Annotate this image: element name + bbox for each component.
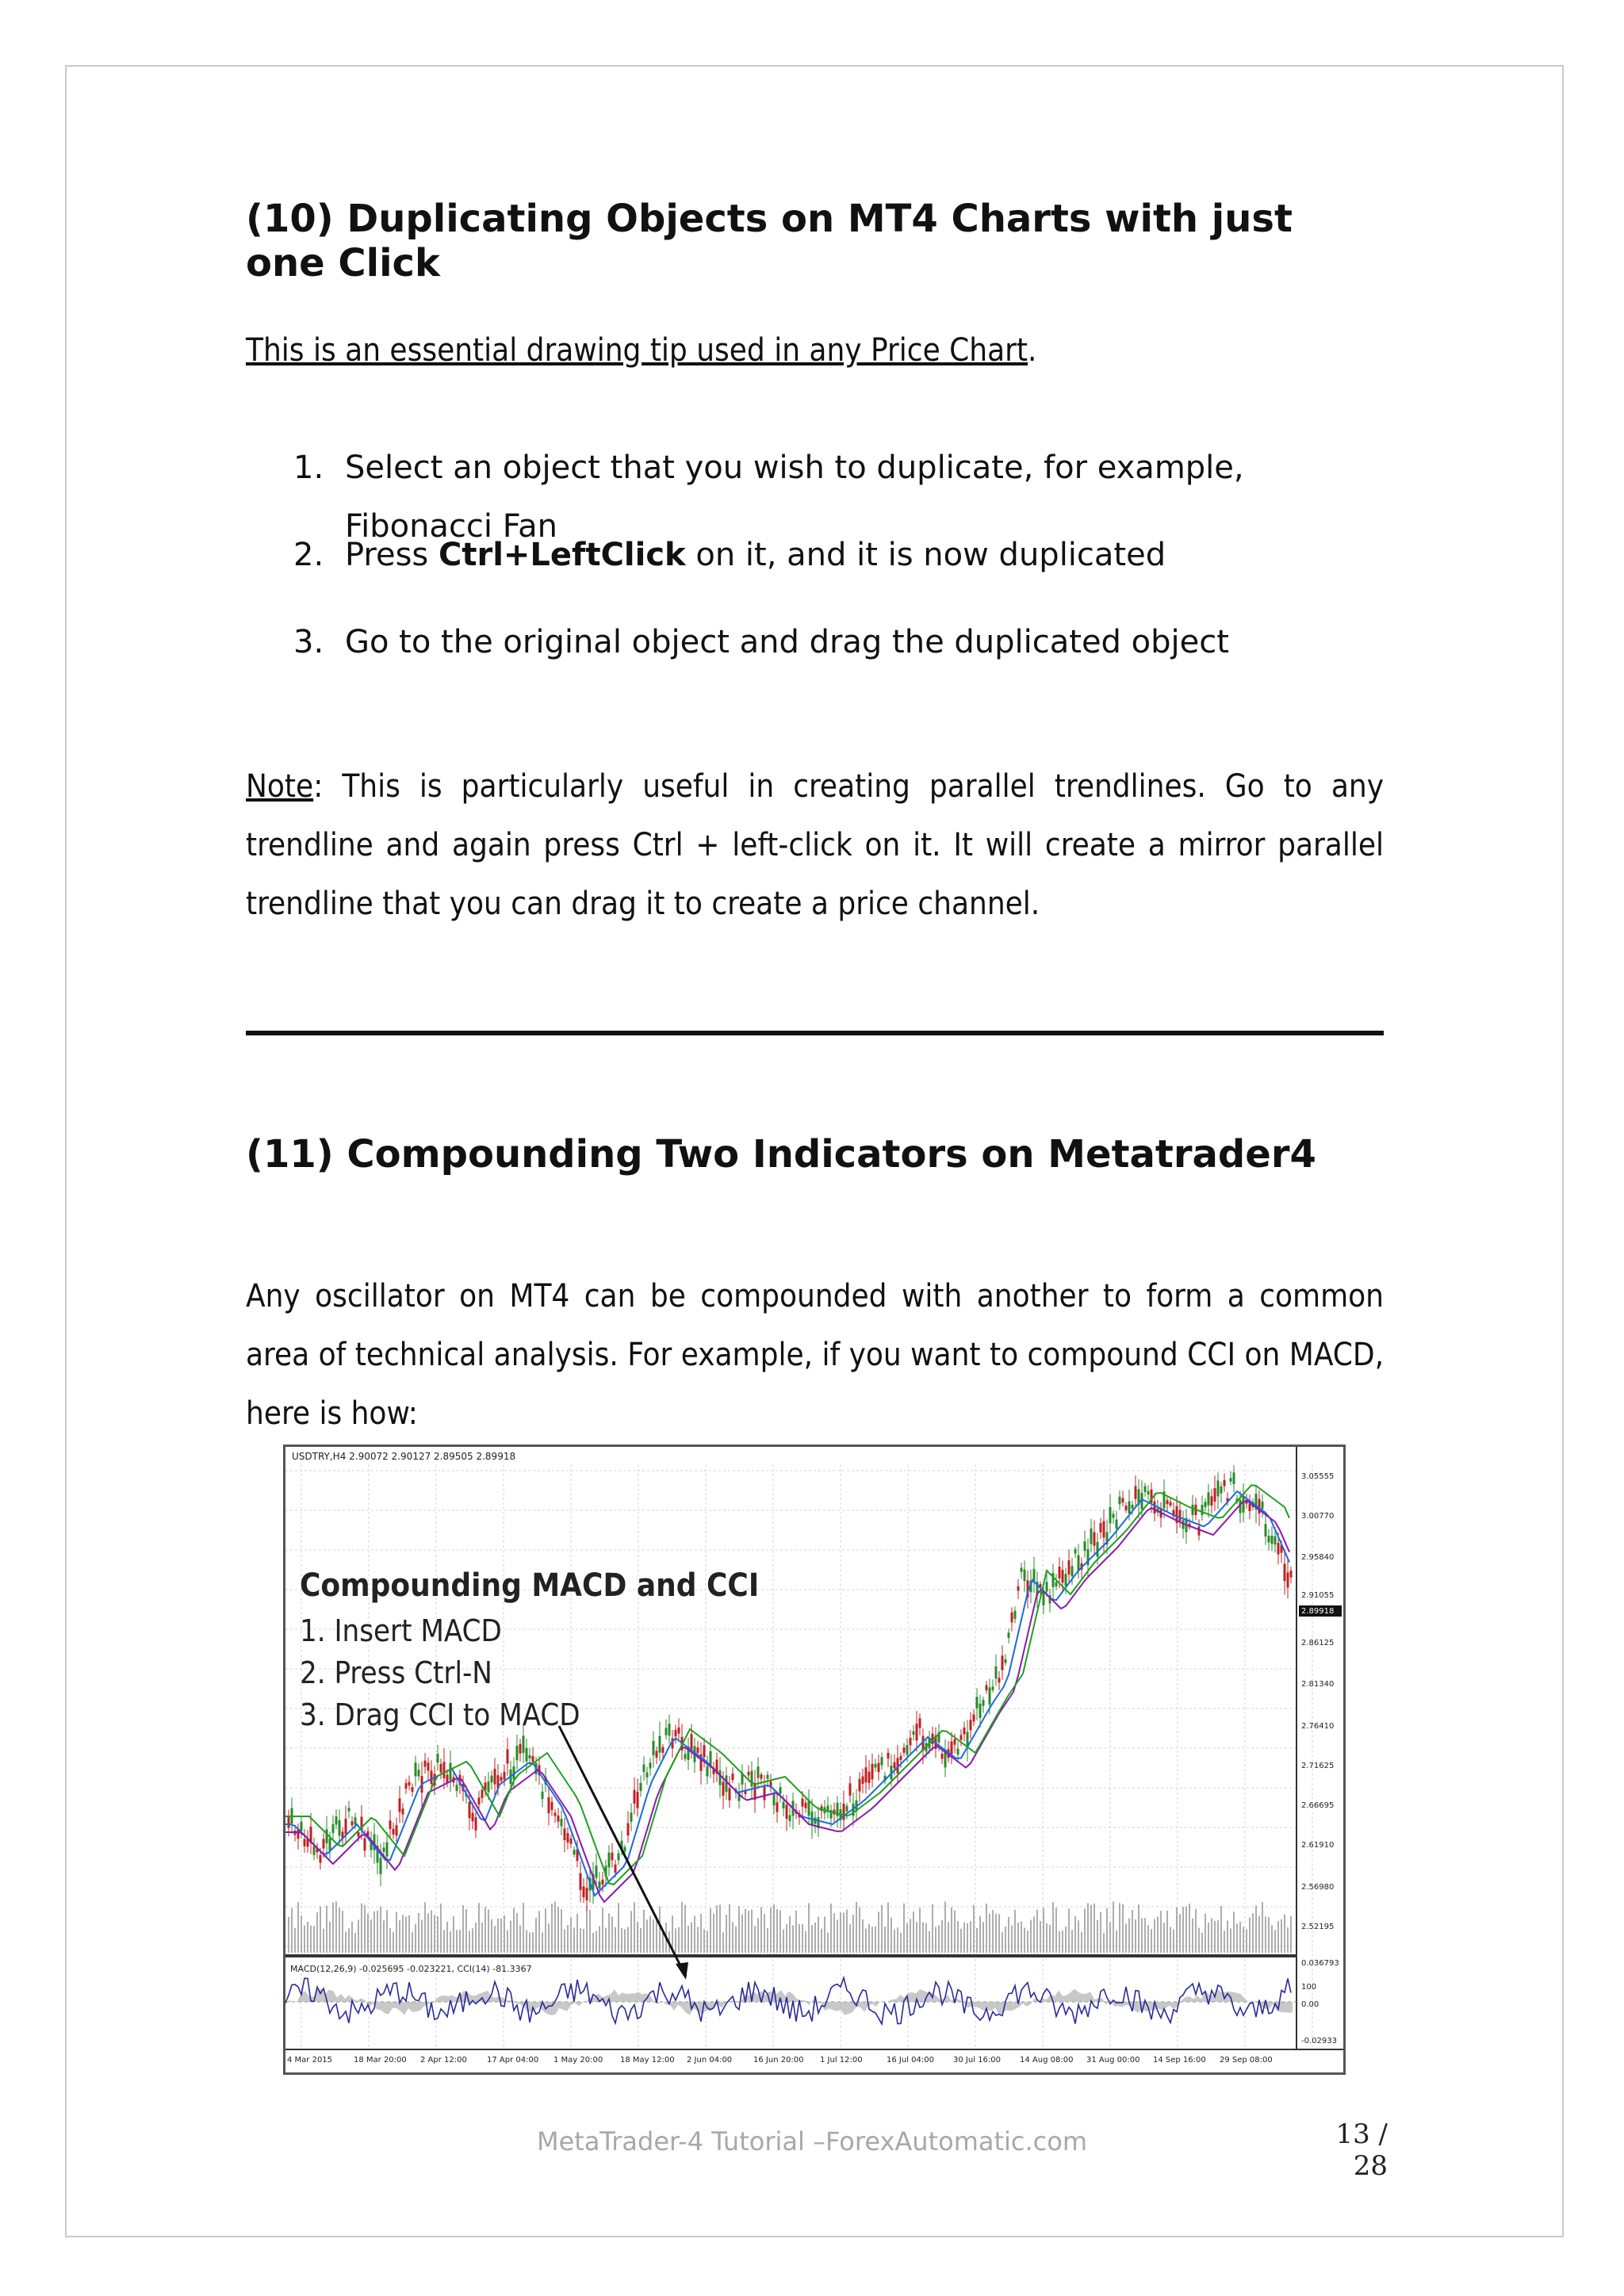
candle-body xyxy=(1074,1549,1077,1553)
candle-body xyxy=(1208,1492,1210,1505)
candle-body xyxy=(805,1803,807,1808)
candle-body xyxy=(351,1821,354,1825)
candle-body xyxy=(1132,1505,1134,1509)
candle-body xyxy=(450,1763,452,1781)
candle-body xyxy=(910,1738,912,1745)
candle-body xyxy=(615,1865,617,1873)
candle-body xyxy=(551,1802,553,1810)
candle-body xyxy=(691,1734,693,1750)
note-text: : This is particularly useful in creating parallel trendlines. Go to any trendline and again press Ctrl + left-click on it. It will create a mirror parallel trendline that you can drag it to create a price channel. xyxy=(246,768,1384,922)
candle-body xyxy=(611,1853,614,1861)
date-axis xyxy=(287,2056,1273,2064)
candle-body xyxy=(1290,1571,1293,1577)
candle-body xyxy=(329,1839,331,1851)
candle-body xyxy=(320,1855,322,1863)
candle-body xyxy=(986,1685,988,1690)
candle-body xyxy=(583,1887,585,1898)
candle-body xyxy=(478,1797,481,1804)
section-10 xyxy=(246,197,1384,285)
candle-body xyxy=(697,1747,699,1753)
section-11-body-text: Any oscillator on MT4 can be compounded with another to form a common area of technical analysis. For example, if you want to compound CCI on MACD, here is how: xyxy=(246,1278,1384,1432)
candle-body xyxy=(1166,1500,1169,1504)
candle-body xyxy=(678,1728,680,1734)
candle-body xyxy=(1021,1567,1023,1571)
candle-body xyxy=(1017,1586,1020,1591)
date-tick-label: 18 May 12:00 xyxy=(620,2056,675,2064)
candle-body xyxy=(773,1794,776,1805)
candle-body xyxy=(1084,1541,1086,1551)
section-10-intro xyxy=(246,321,1384,380)
candle-body xyxy=(1043,1591,1045,1605)
candle-body xyxy=(1122,1498,1124,1503)
candle-body xyxy=(323,1839,325,1849)
candle-body xyxy=(1002,1655,1004,1670)
mt4-chart-image xyxy=(283,1445,1346,2075)
candle-body xyxy=(1277,1543,1280,1554)
overlay-title: Compounding MACD and CCI xyxy=(300,1567,760,1604)
price-tick-label: 2.71625 xyxy=(1301,1762,1335,1770)
step-shortcut: Ctrl+LeftClick xyxy=(439,537,686,573)
candle-body xyxy=(960,1735,963,1739)
candle-body xyxy=(954,1739,956,1745)
candle-body xyxy=(1094,1532,1096,1545)
price-tick-label: 3.00770 xyxy=(1301,1512,1335,1521)
date-tick-label: 1 May 20:00 xyxy=(553,2056,603,2064)
candle-body xyxy=(684,1754,687,1758)
candle-body xyxy=(1220,1487,1223,1494)
candle-body xyxy=(1135,1486,1137,1498)
candle-body xyxy=(301,1822,303,1831)
candle-body xyxy=(431,1770,433,1784)
candle-body xyxy=(1192,1505,1194,1515)
candle-body xyxy=(760,1774,763,1779)
candle-body xyxy=(1230,1478,1232,1482)
candle-body xyxy=(653,1741,655,1755)
candle-body xyxy=(335,1816,338,1824)
candle-body xyxy=(389,1820,392,1829)
candle-body xyxy=(354,1817,357,1824)
candle-body xyxy=(532,1756,534,1762)
candle-body xyxy=(957,1749,959,1755)
price-tick-label: 2.56980 xyxy=(1301,1883,1335,1892)
candle-body xyxy=(424,1761,427,1767)
candle-body xyxy=(570,1839,573,1844)
candle-body xyxy=(722,1781,725,1796)
date-tick-label: 2 Apr 12:00 xyxy=(420,2056,467,2064)
candle-body xyxy=(1024,1570,1026,1581)
candle-body xyxy=(1090,1529,1093,1544)
candle-body xyxy=(1214,1488,1216,1502)
step-text-end: on it, and it is now duplicated xyxy=(685,537,1166,573)
candle-body xyxy=(789,1815,791,1821)
candle-body xyxy=(1008,1632,1010,1638)
candle-body xyxy=(1211,1496,1213,1506)
candle-body xyxy=(802,1799,804,1807)
candle-body xyxy=(757,1766,760,1777)
candle-body xyxy=(1059,1567,1061,1578)
candle-body xyxy=(646,1773,649,1777)
candle-body xyxy=(865,1767,868,1782)
candle-body xyxy=(364,1839,366,1851)
candle-body xyxy=(903,1747,906,1753)
price-tick-label: 2.86125 xyxy=(1301,1639,1335,1647)
candle-body xyxy=(779,1787,782,1793)
date-tick-label: 30 Jul 16:00 xyxy=(953,2056,1001,2064)
candle-body xyxy=(386,1842,389,1856)
candle-body xyxy=(1055,1582,1058,1586)
intro-underlined-text: This is an essential drawing tip used in any Price Chart xyxy=(246,332,1028,369)
date-tick-label: 4 Mar 2015 xyxy=(287,2056,333,2064)
candle-body xyxy=(849,1783,852,1796)
page-number: 13 / 28 xyxy=(1335,2118,1388,2182)
candle-body xyxy=(624,1847,626,1851)
candle-body xyxy=(472,1813,474,1822)
indicator-tick-label: 0.036793 xyxy=(1301,1959,1339,1968)
candle-body xyxy=(643,1765,645,1772)
step-text: Go to the original object and drag the duplicated object xyxy=(345,624,1229,660)
candle-body xyxy=(719,1770,722,1785)
candle-body xyxy=(675,1730,677,1736)
note-label: Note xyxy=(246,768,314,805)
candle-body xyxy=(707,1766,709,1777)
candle-body xyxy=(446,1775,449,1783)
candle-body xyxy=(859,1779,861,1792)
candle-body xyxy=(1144,1486,1147,1491)
candle-body xyxy=(982,1700,985,1705)
candle-body xyxy=(542,1792,544,1799)
indicator-header: MACD(12,26,9) -0.025695 -0.023221, CCI(14) -81.3367 xyxy=(290,1964,532,1974)
candle-body xyxy=(402,1808,404,1814)
candle-body xyxy=(992,1686,994,1690)
candle-body xyxy=(649,1762,652,1768)
indicator-tick-label: -0.02933 xyxy=(1301,2037,1337,2045)
indicator-tick-label: 100 xyxy=(1301,1983,1317,1992)
candle-body xyxy=(491,1776,493,1783)
candle-body xyxy=(396,1825,398,1835)
candle-body xyxy=(963,1728,966,1735)
candle-body xyxy=(881,1757,883,1765)
date-tick-label: 2 Jun 04:00 xyxy=(687,2056,733,2064)
date-tick-label: 14 Sep 16:00 xyxy=(1153,2056,1206,2064)
candle-body xyxy=(1125,1506,1128,1510)
candle-body xyxy=(913,1732,915,1735)
candle-body xyxy=(732,1774,734,1780)
candle-body xyxy=(554,1812,557,1816)
candle-body xyxy=(868,1772,871,1783)
candle-body xyxy=(808,1800,810,1816)
candle-body xyxy=(1005,1659,1007,1663)
candle-body xyxy=(656,1751,658,1758)
candle-body xyxy=(1201,1505,1204,1515)
candle-body xyxy=(567,1833,569,1843)
overlay-step-1: 1. Insert MACD xyxy=(300,1613,502,1648)
candle-body xyxy=(1100,1523,1102,1533)
date-tick-label: 1 Jul 12:00 xyxy=(820,2056,863,2064)
candle-body xyxy=(862,1777,864,1784)
candle-body xyxy=(393,1829,395,1835)
candle-body xyxy=(345,1819,347,1835)
section-11-body xyxy=(246,1267,1384,1443)
candle-body xyxy=(973,1714,975,1721)
candle-body xyxy=(348,1808,350,1811)
candle-body xyxy=(662,1747,665,1753)
price-tick-label: 2.61910 xyxy=(1301,1841,1335,1850)
candle-body xyxy=(529,1755,531,1758)
candle-body xyxy=(783,1802,785,1808)
candle-body xyxy=(561,1819,563,1826)
candle-body xyxy=(906,1745,909,1755)
candle-body xyxy=(703,1745,706,1757)
candle-body xyxy=(586,1888,588,1900)
candle-body xyxy=(989,1687,991,1705)
candle-body xyxy=(1249,1504,1251,1511)
candle-body xyxy=(564,1828,566,1840)
candle-body xyxy=(494,1769,496,1785)
candle-body xyxy=(1103,1521,1105,1538)
step-number: 2. xyxy=(293,537,324,573)
step-item xyxy=(246,526,1384,613)
candle-body xyxy=(488,1781,490,1792)
price-tick-label: 2.76410 xyxy=(1301,1722,1335,1731)
candle-body xyxy=(1128,1502,1131,1513)
candle-body xyxy=(602,1880,604,1885)
candle-body xyxy=(548,1797,550,1813)
candle-body xyxy=(339,1820,341,1836)
candle-body xyxy=(630,1812,633,1821)
candle-body xyxy=(1198,1527,1201,1536)
candle-body xyxy=(1170,1502,1172,1506)
candle-body xyxy=(976,1697,979,1709)
step-text: Select an object that you wish to duplicate, for example, Fibonacci Fan xyxy=(345,450,1244,545)
candle-body xyxy=(846,1806,848,1812)
candle-body xyxy=(919,1718,921,1728)
candle-body xyxy=(1233,1472,1235,1484)
price-tick-label: 2.66695 xyxy=(1301,1801,1335,1810)
current-price-label: 2.89918 xyxy=(1301,1607,1335,1616)
candle-body xyxy=(380,1858,382,1873)
candle-body xyxy=(500,1777,503,1781)
candle-body xyxy=(1147,1491,1150,1494)
candle-body xyxy=(399,1798,401,1812)
candle-body xyxy=(894,1762,896,1768)
candle-body xyxy=(951,1742,953,1755)
candle-body xyxy=(1011,1613,1013,1622)
date-tick-label: 31 Aug 00:00 xyxy=(1086,2056,1140,2064)
footer-text: MetaTrader-4 Tutorial –ForexAutomatic.com xyxy=(536,2126,1088,2156)
candle-body xyxy=(1224,1480,1226,1487)
candle-body xyxy=(618,1854,620,1861)
candle-body xyxy=(313,1846,316,1854)
candle-body xyxy=(640,1783,642,1791)
price-tick-label: 2.81340 xyxy=(1301,1680,1335,1689)
price-tick-label: 3.05555 xyxy=(1301,1472,1335,1481)
section-11 xyxy=(246,1132,1384,1177)
intro-period: . xyxy=(1028,332,1037,369)
candle-body xyxy=(507,1749,509,1763)
section-10-title: (10) Duplicating Objects on MT4 Charts with just one Click xyxy=(246,197,1293,285)
candle-body xyxy=(1068,1560,1071,1575)
candle-body xyxy=(608,1853,611,1868)
chart-header: USDTRY,H4 2.90072 2.90127 2.89505 2.89918 xyxy=(292,1451,516,1462)
candle-body xyxy=(412,1787,414,1792)
candle-body xyxy=(1109,1507,1112,1523)
candle-body xyxy=(288,1817,290,1828)
section-divider xyxy=(246,1031,1384,1035)
candle-body xyxy=(764,1785,766,1800)
note-paragraph xyxy=(246,757,1384,933)
candle-body xyxy=(970,1720,972,1731)
candle-body xyxy=(1179,1510,1182,1521)
indicator-tick-label: 0.00 xyxy=(1301,2000,1320,2009)
candle-body xyxy=(887,1753,890,1758)
candle-body xyxy=(440,1764,442,1773)
candle-body xyxy=(504,1772,506,1780)
candle-body xyxy=(1274,1536,1277,1545)
candle-body xyxy=(878,1763,880,1773)
candle-body xyxy=(729,1788,731,1800)
candle-body xyxy=(776,1802,779,1812)
candle-body xyxy=(1287,1572,1289,1587)
candle-body xyxy=(1268,1536,1270,1542)
step-item xyxy=(246,613,1384,700)
candle-body xyxy=(427,1762,430,1770)
candle-body xyxy=(1119,1497,1121,1505)
candle-body xyxy=(665,1728,668,1735)
candle-body xyxy=(1271,1536,1274,1544)
candle-body xyxy=(383,1848,385,1852)
section-11-title: (11) Compounding Two Indicators on Metatrader4 xyxy=(246,1132,1316,1177)
candle-body xyxy=(751,1771,753,1787)
candle-body xyxy=(456,1785,458,1791)
candle-body xyxy=(786,1804,788,1819)
price-tick-label: 2.91055 xyxy=(1301,1591,1335,1600)
candle-body xyxy=(767,1775,769,1779)
candle-body xyxy=(998,1678,1001,1682)
candle-body xyxy=(941,1754,944,1758)
date-tick-label: 14 Aug 08:00 xyxy=(1020,2056,1074,2064)
panel-separator xyxy=(285,1954,1297,1957)
overlay-step-3: 3. Drag CCI to MACD xyxy=(300,1697,580,1732)
candle-body xyxy=(408,1782,411,1785)
candle-body xyxy=(1265,1524,1267,1536)
candle-body xyxy=(1062,1570,1064,1582)
candle-body xyxy=(475,1817,477,1831)
candle-body xyxy=(573,1850,576,1854)
candle-body xyxy=(627,1823,630,1836)
date-tick-label: 18 Mar 20:00 xyxy=(354,2056,407,2064)
candle-body xyxy=(580,1873,582,1890)
date-tick-label: 17 Apr 04:00 xyxy=(487,2056,539,2064)
candle-body xyxy=(596,1866,598,1877)
candle-body xyxy=(979,1704,982,1718)
candle-body xyxy=(668,1724,671,1735)
candle-body xyxy=(523,1735,525,1753)
candle-body xyxy=(358,1832,360,1837)
candle-body xyxy=(659,1736,661,1753)
date-tick-label: 29 Sep 08:00 xyxy=(1220,2056,1273,2064)
candle-body xyxy=(1116,1520,1118,1529)
step-item xyxy=(246,438,1384,545)
candle-body xyxy=(1205,1502,1207,1507)
candle-body xyxy=(637,1792,639,1808)
candle-body xyxy=(1014,1611,1017,1619)
candle-body xyxy=(443,1762,446,1778)
candle-body xyxy=(1262,1502,1264,1509)
candle-body xyxy=(405,1783,408,1789)
candle-body xyxy=(1078,1556,1080,1571)
date-tick-label: 16 Jun 20:00 xyxy=(753,2056,804,2064)
price-tick-label: 2.95840 xyxy=(1301,1553,1335,1562)
overlay-step-2: 2. Press Ctrl-N xyxy=(300,1655,492,1690)
date-tick-label: 16 Jul 04:00 xyxy=(887,2056,934,2064)
candle-body xyxy=(304,1839,306,1846)
candle-body xyxy=(1113,1513,1115,1517)
candle-body xyxy=(415,1762,417,1776)
candle-body xyxy=(1243,1496,1245,1512)
price-tick-label: 2.52195 xyxy=(1301,1923,1335,1931)
candle-body xyxy=(1097,1542,1099,1557)
candle-body xyxy=(519,1744,522,1754)
candle-body xyxy=(481,1790,484,1798)
candle-body xyxy=(599,1881,601,1888)
candle-body xyxy=(900,1756,902,1760)
candle-body xyxy=(516,1746,519,1760)
candle-body xyxy=(748,1772,750,1775)
candle-body xyxy=(875,1764,877,1768)
candle-body xyxy=(326,1829,328,1843)
candle-body xyxy=(995,1667,998,1678)
candle-body xyxy=(634,1790,636,1804)
step-number: 1. xyxy=(293,450,324,486)
candle-body xyxy=(1046,1582,1048,1591)
mt4-chart-svg xyxy=(285,1447,1343,2072)
candle-body xyxy=(469,1802,471,1818)
candle-body xyxy=(332,1824,335,1833)
candle-body xyxy=(437,1754,439,1762)
candle-body xyxy=(526,1748,528,1762)
candle-body xyxy=(1154,1502,1156,1513)
candle-body xyxy=(1071,1566,1074,1576)
candle-body xyxy=(916,1724,918,1740)
steps-list xyxy=(246,438,1384,700)
candle-body xyxy=(1284,1563,1286,1581)
step-text: Press xyxy=(345,537,439,573)
candle-body xyxy=(1065,1574,1067,1586)
candle-body xyxy=(1217,1480,1220,1496)
candle-body xyxy=(871,1764,874,1780)
candle-body xyxy=(418,1770,420,1776)
candle-body xyxy=(557,1816,560,1822)
candle-body xyxy=(726,1775,728,1792)
step-number: 3. xyxy=(293,624,324,660)
